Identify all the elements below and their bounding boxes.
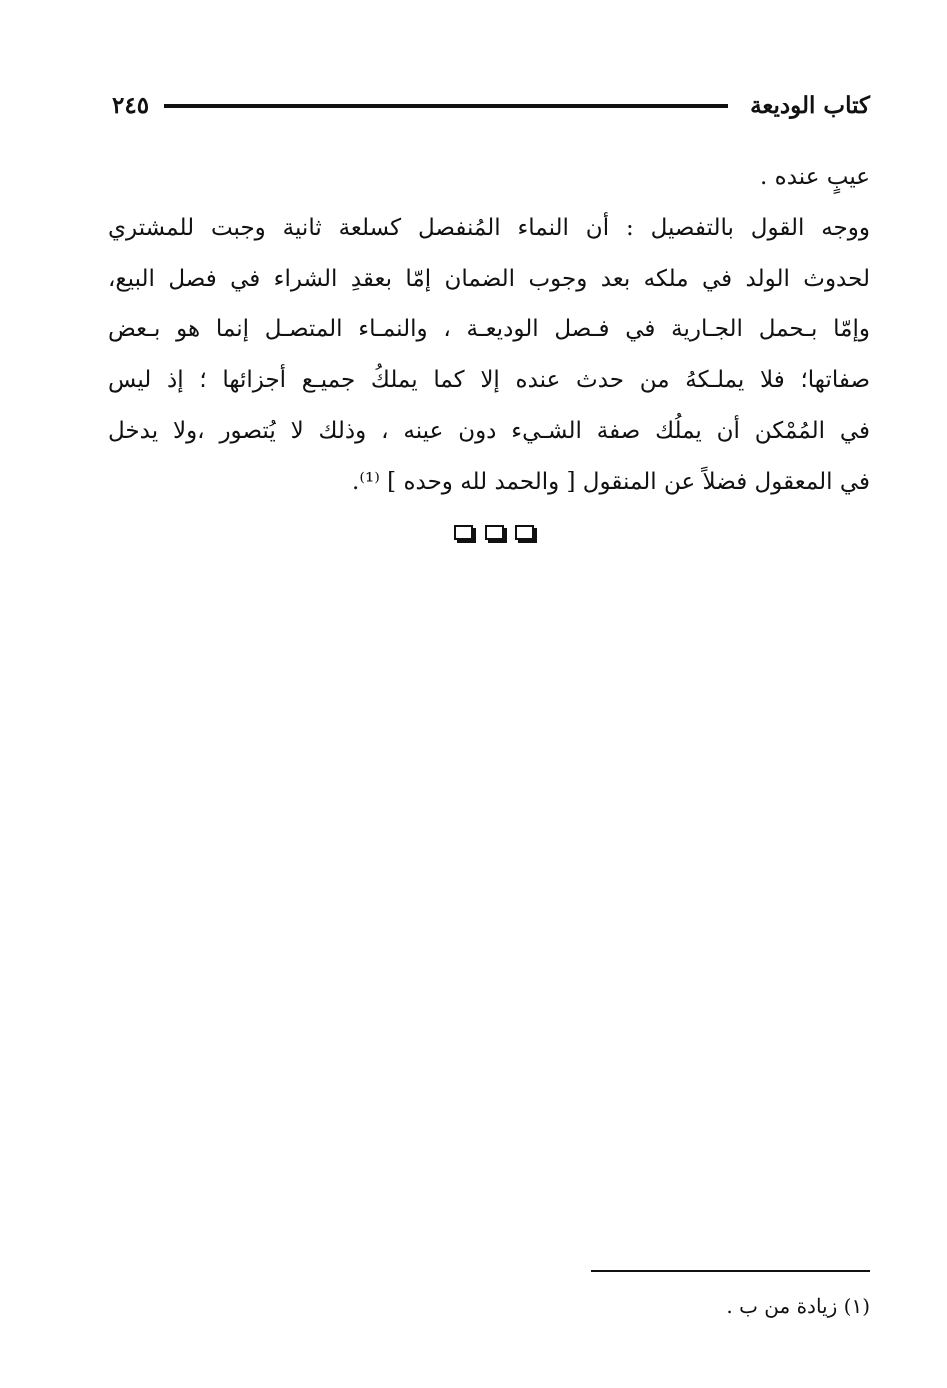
header-rule [164,104,728,108]
text-line: وإمّا بـحمل الجـارية في فـصل الوديعـة ، والنمـاء المتصـل إنما هو بـعض [108,316,870,343]
footnote-rule [591,1270,870,1272]
ornament-square-icon [454,525,473,540]
body-text [108,152,870,508]
footnote: (١) زيادة من ب . [726,1294,870,1318]
chapter-title: كتاب الوديعة [750,92,870,119]
ornament-square-icon [485,525,504,540]
text-line: صفاتها؛ فلا يملـكهُ من حدث عنده إلا كما يملكُ جميـع أجزائها ؛ إذ ليس [108,367,870,394]
page-number: ٢٤٥ [112,92,150,119]
text-line: ووجه القول بالتفصيل : أن النماء المُنفصل كسلعة ثانية وجبت للمشتري [108,214,870,241]
text-line: في المُمْكن أن يملُك صفة الشـيء دون عينه ، وذلك لا يُتصور ،ولا يدخل [108,417,870,444]
text-line: عيبٍ عنده . [760,164,870,190]
text-line: في المعقول فضلاً عن المنقول [ والحمد لله وحده ] ⁽¹⁾. [352,468,870,495]
text-line: لحدوث الولد في ملكه بعد وجوب الضمان إمّا بعقدِ الشراء في فصل البيع، [108,265,870,292]
page-header [112,86,870,126]
section-end-ornament [454,522,534,542]
ornament-square-icon [515,525,534,540]
